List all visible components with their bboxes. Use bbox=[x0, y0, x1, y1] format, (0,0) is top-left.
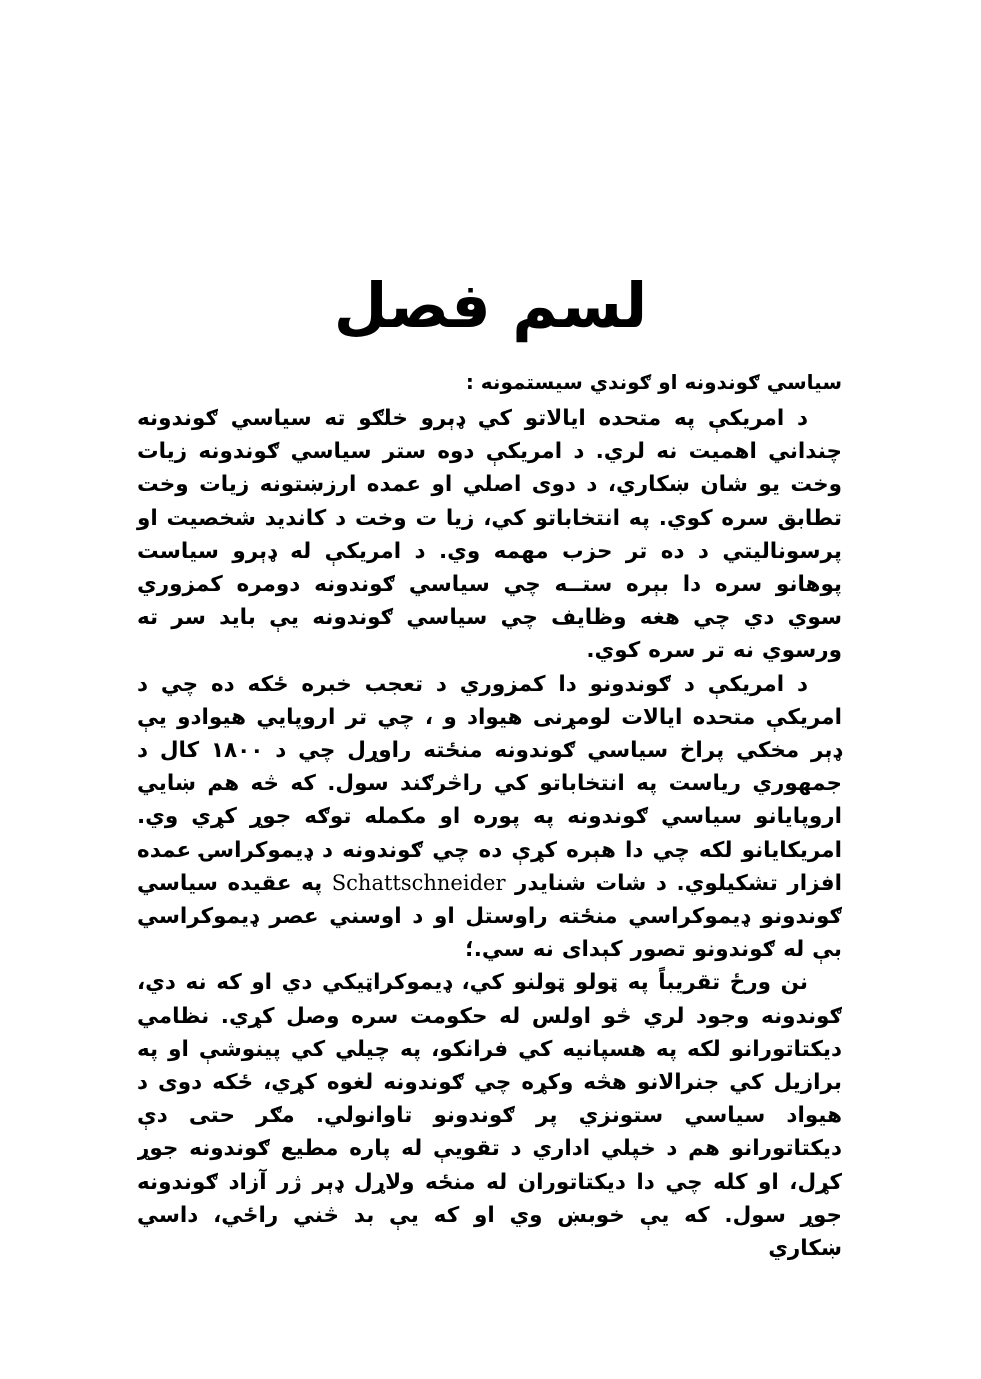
paragraph-2-text-before: د امريکې د ګوندونو دا کمزوري د تعجب خبره ځکه ده چي د امريکې متحده ايالات لومړنى هيواد و ، چي تر اروپايي هيوادو يې ډېر مخکي پراخ سياسي ګوندونه منځته راوړل چي د ١٨٠٠ کال د جمهوري رياست په انتخاباتو کي راڅرګند سول. که څه هم ښايي اروپايانو سياسي ګوندونه په پوره او مکمله توګه جوړ کړي وي. امريکايانو لکه چي دا هېره کړې ده چي ګوندونه د ډيموکراسۍ عمده افزار تشکيلوي. د شات شنايدر bbox=[137, 671, 842, 896]
page-body bbox=[137, 366, 842, 1265]
paragraph-1: د امريکې په متحده ايالاتو کي ډېرو خلګو ته سياسي ګوندونه چنداني اهميت نه لري. د امريکې دوه ستر سياسي ګوندونه زيات وخت يو شان ښکاري، د دوى اصلي او عمده ارزښتونه زيات وخت تطابق سره کوي. په انتخاباتو کي، زيا ت وخت د کانديد شخصيت او پرسونالیتي د ده تر حزب مهمه وي. د امريکې له ډېرو سياست پوهانو سره دا بېره ستــه چي سياسي ګوندونه دومره کمزوري سوي دي چي هغه وظايف چي سياسي ګوندونه يې بايد سر ته ورسوي نه تر سره کوي. bbox=[137, 406, 842, 664]
citation-author-name: Schattschneider bbox=[331, 870, 506, 895]
chapter-title: لسم فصل bbox=[333, 268, 648, 342]
paragraph-2 bbox=[137, 668, 842, 967]
paragraph-3: نن ورځ تقريباً په ټولو ټولنو کي، ډيموکراټيکي دي او که نه دي، ګوندونه وجود لري څو اولس له حکومت سره وصل کړي. نظامي ديکتاتورانو لکه په هسپانيه کي فرانکو، په چيلي کي پينوشې او په برازيل کي جنرالانو هڅه وکړه چي ګوندونه لغوه کړي، ځکه دوى د هيواد سياسي ستونزي پر ګوندونو تاوانولي. مګر حتى دې ديکتاتورانو هم د خپلي اداري د تقويې له پاره مطيع ګوندونه جوړ کړل، او کله چي دا ديکتاتوران له منځه ولاړل ډېر ژر آزاد ګوندونه جوړ سول. که يې خوبښ وي او که يې بد څني راځي، داسي ښکاري bbox=[137, 970, 842, 1262]
paragraph-2-text-after: په عقيده سياسي ګوندونو ډيموکراسي منځته راوستل او د اوسني عصر ډيموکراسي بې له ګوندونو تصور کېداى نه سي.؛ bbox=[137, 870, 842, 963]
section-heading: سياسي ګوندونه او ګوندي سيستمونه : bbox=[465, 370, 842, 394]
